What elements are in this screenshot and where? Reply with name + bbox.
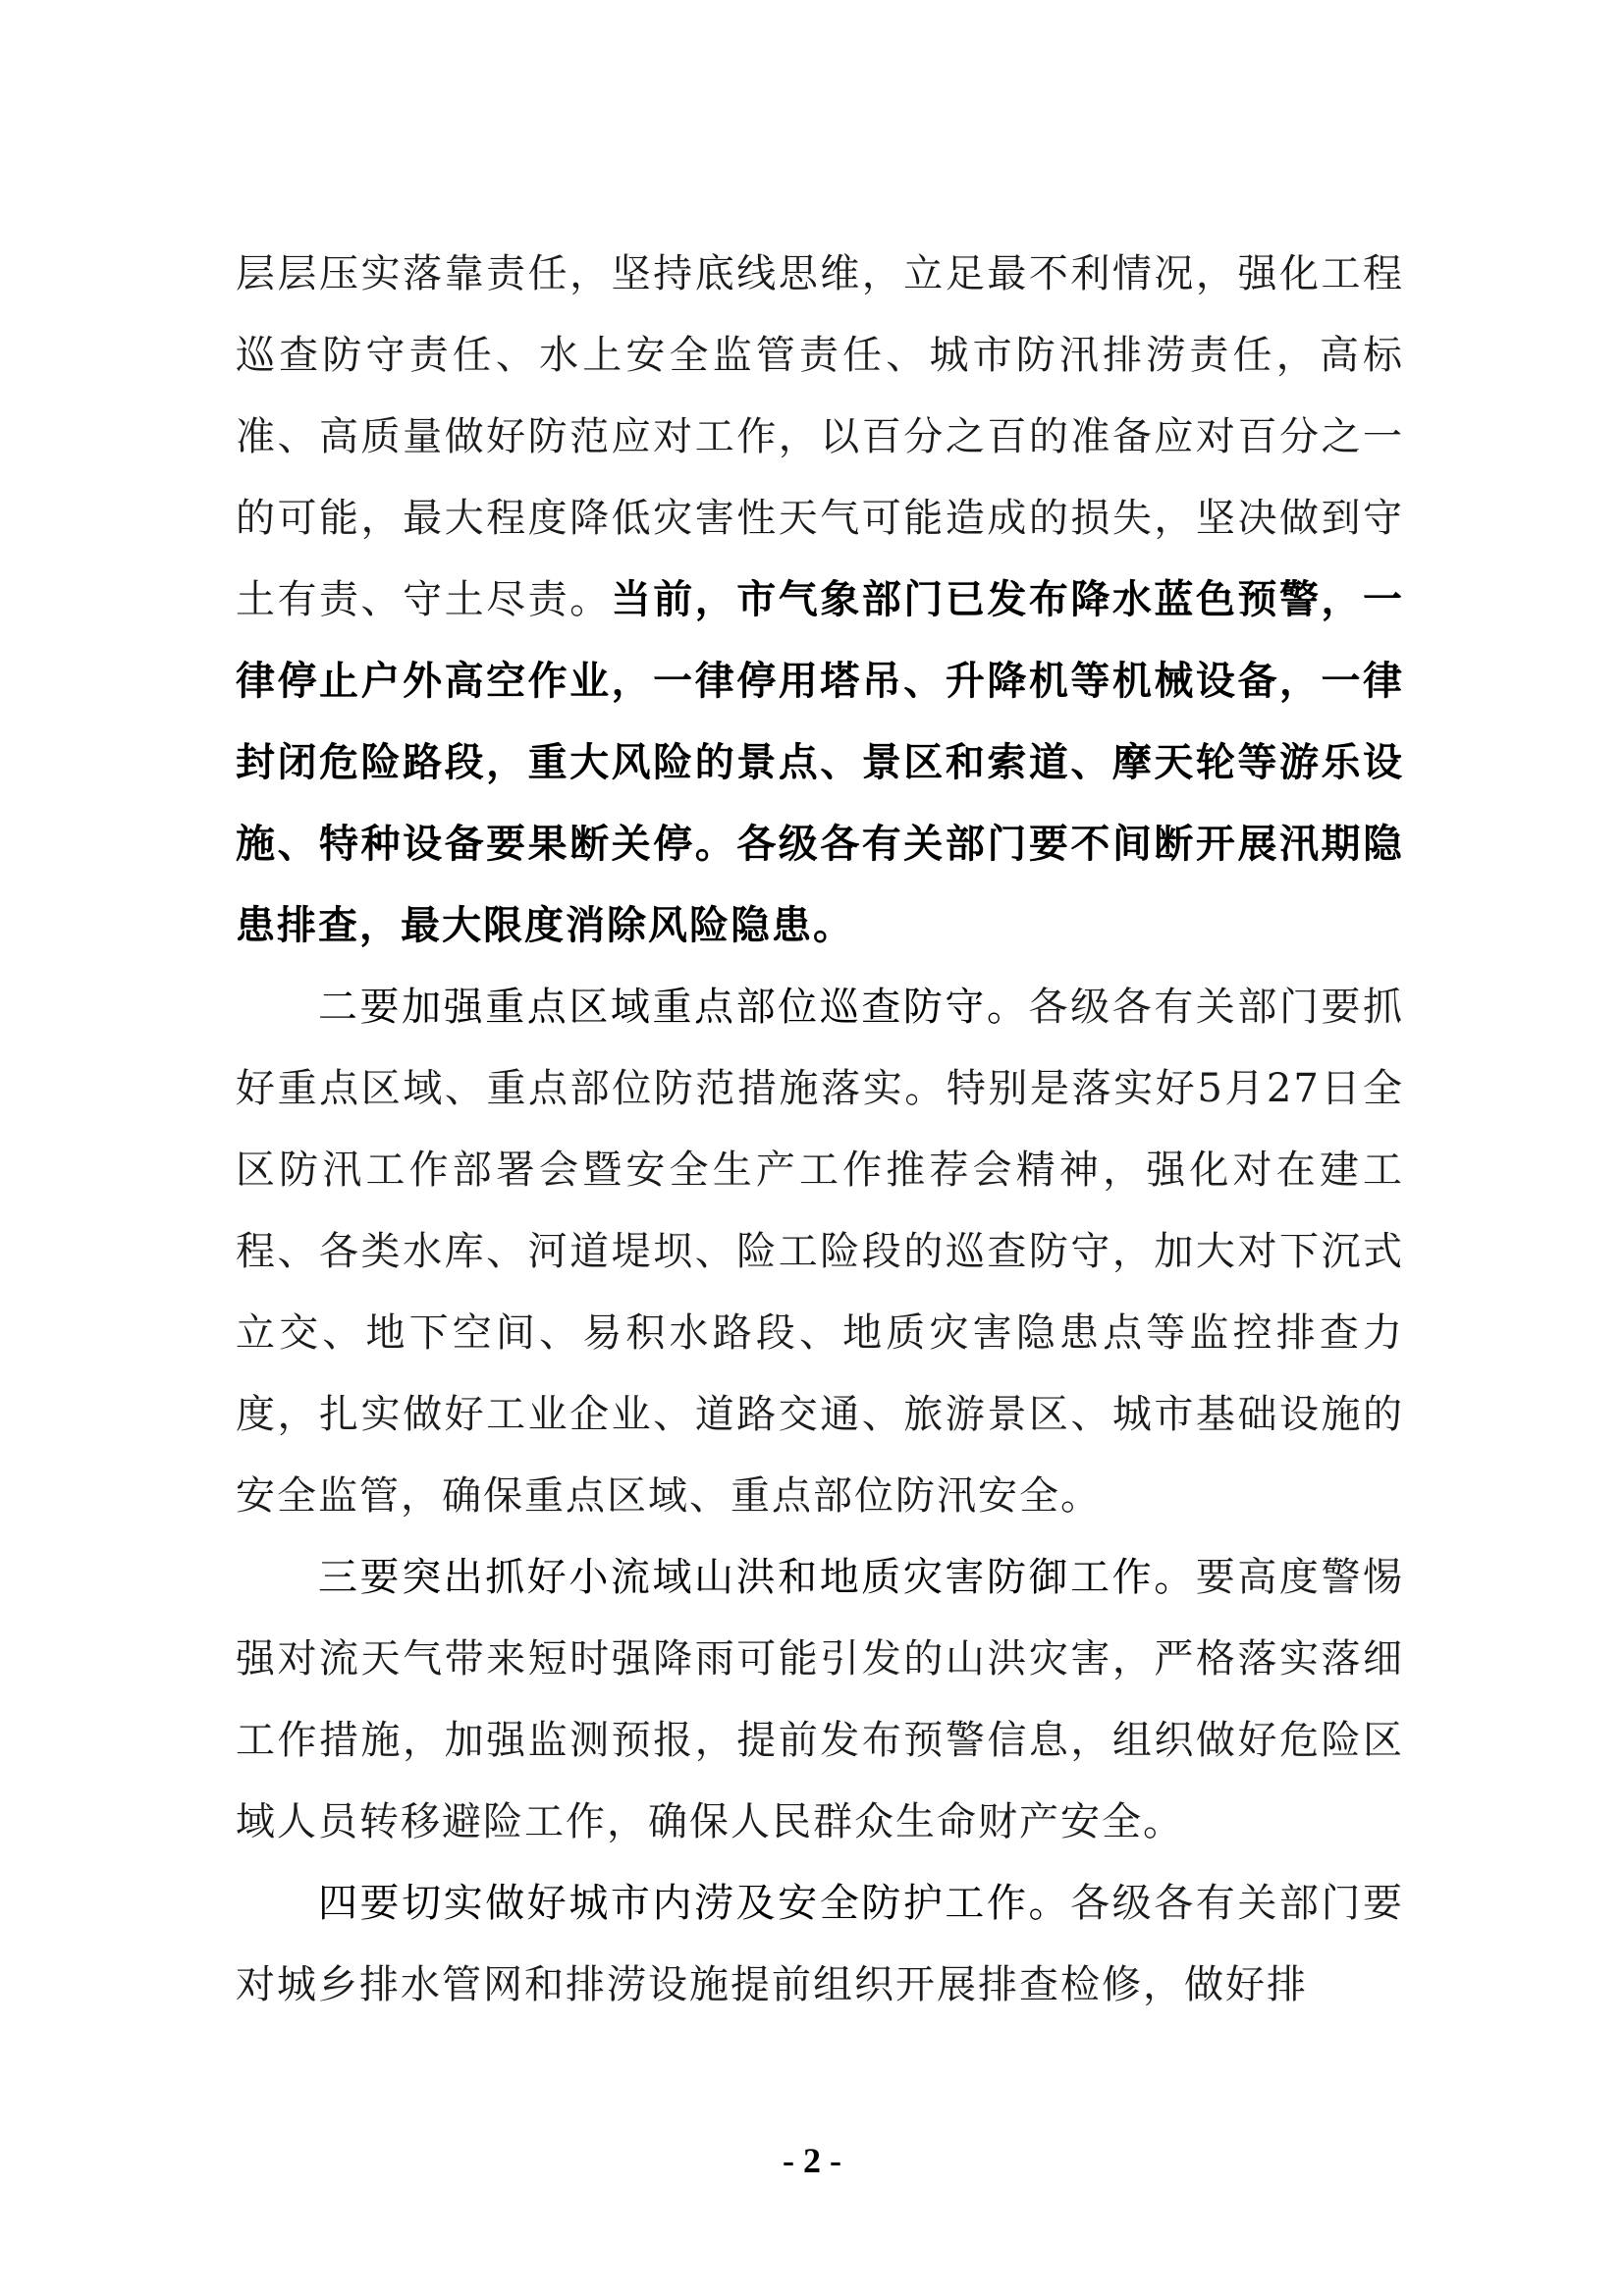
page-number: - 2 - (783, 2141, 841, 2180)
paragraph-2-heading: 二要加强重点区域重点部位巡查防守。 (318, 985, 1029, 1030)
paragraph-4-text: 各级各有关部门要对城乡排水管网和排涝设施提前组织开展排查检修，做好排 (236, 1881, 1405, 2007)
paragraph-2-text: 各级各有关部门要抓好重点区域、重点部位防范措施落实。特别是落实好5月27日全区防汛工作部署会暨安全生产工作推荐会精神，强化对在建工程、各类水库、河道堤坝、险工险段的巡查防守，加大对下沉式立交、地下空间、易积水路段、地质灾害隐患点等监控排查力度，扎实做好工业企业、道路交通、旅游景区、城市基础设施的安全监管，确保重点区域、重点部位防汛安全。 (236, 985, 1405, 1519)
paragraph-2 (236, 967, 1404, 1537)
paragraph-3-text: 要高度警惕强对流天气带来短时强降雨可能引发的山洪灾害，严格落实落细工作措施，加强监测预报，提前发布预警信息，组织做好危险区域人员转移避险工作，确保人民群众生命财产安全。 (236, 1555, 1405, 1844)
paragraph-1-emphasis: 当前，市气象部门已发布降水蓝色预警，一律停止户外高空作业，一律停用塔吊、升降机等机械设备，一律封闭危险路段，重大风险的景点、景区和索道、摩天轮等游乐设施、特种设备要果断关停。各级各有关部门要不间断开展汛期隐患排查，最大限度消除风险隐患。 (236, 577, 1405, 948)
paragraph-4-heading: 四要切实做好城市内涝及安全防护工作。 (318, 1881, 1071, 1926)
paragraph-3-heading: 三要突出抓好小流域山洪和地质灾害防御工作。 (318, 1555, 1196, 1600)
paragraph-1 (236, 234, 1404, 967)
paragraph-1-text: 层层压实落靠责任，坚持底线思维，立足最不利情况，强化工程巡查防守责任、水上安全监管责任、城市防汛排涝责任，高标准、高质量做好防范应对工作，以百分之百的准备应对百分之一的可能，最大程度降低灾害性天气可能造成的损失，坚决做到守土有责、守土尽责。 (236, 251, 1404, 622)
document-body (236, 234, 1404, 2026)
paragraph-3 (236, 1537, 1404, 1863)
paragraph-4 (236, 1863, 1404, 2026)
